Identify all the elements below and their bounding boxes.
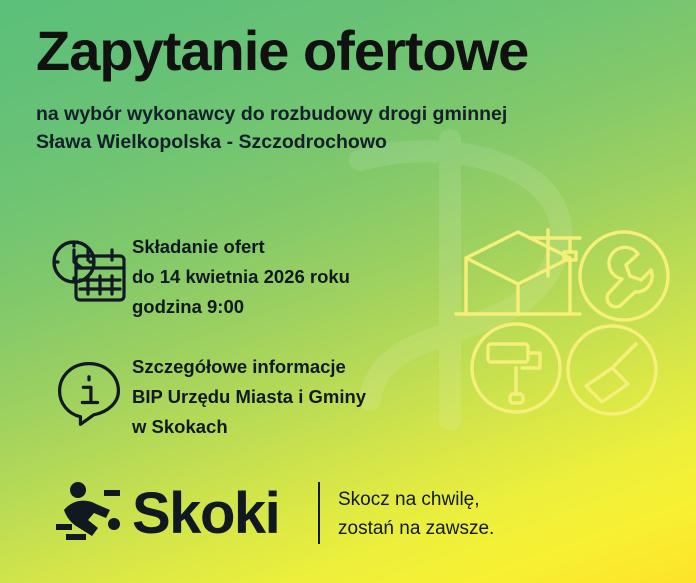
information-line-2: BIP Urzędu Miasta i Gminy [132,385,367,407]
footer-tagline-line1: Skocz na chwilę, [338,489,480,510]
deadline-line-1: Składanie ofert [132,236,265,257]
skoki-logo-text: Skoki [132,480,280,546]
information-icon [46,352,132,430]
page-subtitle-line2: Sława Wielkopolska - Szczodrochowo [36,131,387,154]
information-line-1: Szczegółowe informacje [132,356,346,377]
information-line-3: w Skokach [132,415,228,437]
trowel-icon [568,326,656,414]
wrench-icon [580,232,668,320]
information-text [132,352,366,442]
construction-icon-cluster [452,218,674,428]
running-figure-icon [52,480,124,547]
house-construction-icon [456,230,580,314]
calendar-clock-icon [46,232,132,306]
footer-tagline-line2: zostań na zawsze. [338,517,495,539]
page-title: Zapytanie ofertowe [36,19,529,82]
deadline-line-2: do 14 kwietnia 2026 roku [132,265,350,287]
skoki-logo[interactable] [52,480,279,547]
page-subtitle [36,100,636,157]
deadline-text [132,232,350,322]
footer [0,470,696,583]
deadline-block [46,232,350,322]
footer-divider [318,482,320,544]
page-subtitle-line1: na wybór wykonawcy do rozbudowy drogi gminnej [36,103,508,125]
information-block [46,352,366,442]
paint-roller-icon [472,324,560,412]
deadline-line-3: godzina 9:00 [132,295,245,317]
footer-tagline [338,486,494,543]
